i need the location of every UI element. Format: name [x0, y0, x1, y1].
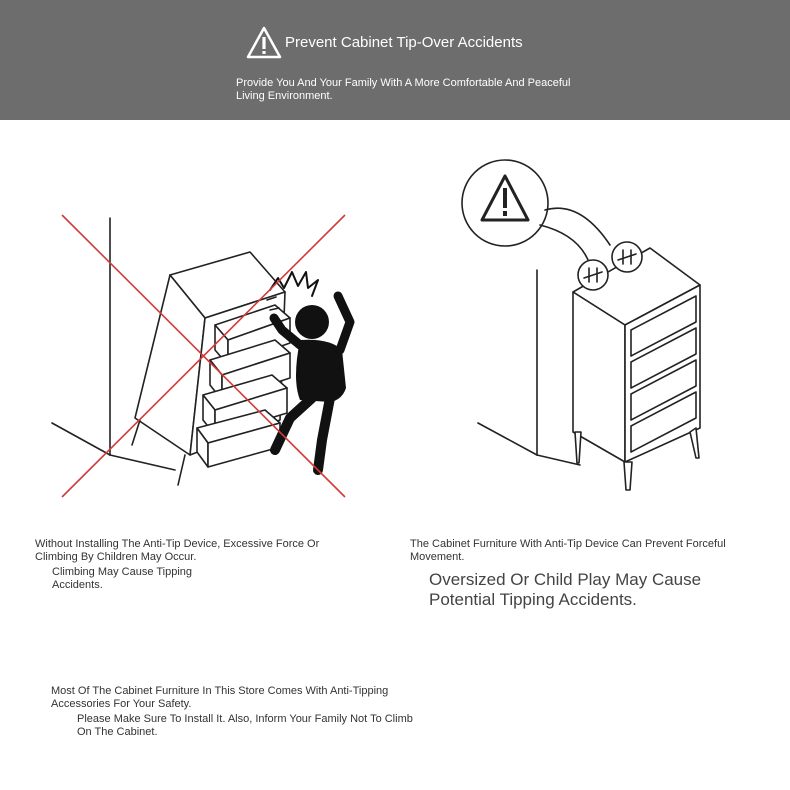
- left-caption-1: Without Installing The Anti-Tip Device, Excessive Force Or Climbing By Children May Occur.: [35, 538, 320, 563]
- footer-note-2: Please Make Sure To Install It. Also, Inform Your Family Not To Climb On The Cabinet.: [77, 713, 413, 738]
- right-caption-2: Oversized Or Child Play May Cause Potential Tipping Accidents.: [429, 570, 702, 609]
- right-caption-1: The Cabinet Furniture With Anti-Tip Device Can Prevent Forceful Movement.: [410, 538, 726, 563]
- page-title: Prevent Cabinet Tip-Over Accidents: [285, 34, 523, 51]
- left-caption-2: Climbing May Cause Tipping Accidents.: [52, 566, 193, 591]
- header-banner: [0, 0, 790, 120]
- warning-triangle-icon: [246, 26, 282, 60]
- anchored-cabinet-illustration: [455, 155, 720, 500]
- tipping-cabinet-illustration: [40, 205, 360, 505]
- footer-note-1: Most Of The Cabinet Furniture In This Store Comes With Anti-Tipping Accessories For Your Safety.: [51, 685, 389, 710]
- page-subtitle: Provide You And Your Family With A More Comfortable And Peaceful Living Environment.: [236, 77, 571, 102]
